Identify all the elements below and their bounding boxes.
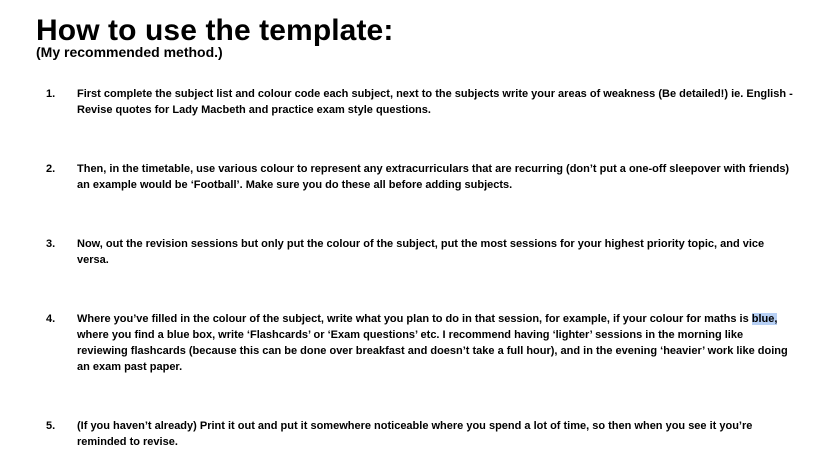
step-text-before: Where you’ve filled in the colour of the subject, write what you plan to do in that session, for example, if your colour for maths is [77,313,752,325]
step-text: First complete the subject list and colour code each subject, next to the subjects write your areas of weakness (Be detailed!) ie. English - Revise quotes for Lady Macbeth and practice exam style questions. [77,88,793,116]
step-number: 5. [46,420,56,432]
step-number: 2. [46,163,56,175]
step-text-after: where you find a blue box, write ‘Flashcards’ or ‘Exam questions’ etc. I recommend having ‘lighter’ sessions in the morning like reviewing flashcards (because this can be done over breakfast and doesn’t take a full hour), and in the evening ‘heavier’ work like doing an exam past paper. [77,329,788,373]
step-number: 4. [46,313,56,325]
page-title: How to use the template: [36,14,394,47]
selected-text-highlight[interactable]: blue, [751,313,778,325]
step-text [77,311,796,375]
step-text: (If you haven’t already) Print it out and put it somewhere noticeable where you spend a lot of time, so then when you see it you’re reminded to revise. [77,420,753,448]
step-number: 3. [46,238,56,250]
step-text: Then, in the timetable, use various colour to represent any extracurriculars that are recurring (don’t put a one-off sleepover with friends) an example would be ‘Football’. Make sure you do these all before adding subjects. [77,163,790,191]
step-number: 1. [46,88,56,100]
step-text: Now, out the revision sessions but only put the colour of the subject, put the most sessions for your highest priority topic, and vice versa. [77,238,765,266]
page-subtitle: (My recommended method.) [36,44,223,60]
